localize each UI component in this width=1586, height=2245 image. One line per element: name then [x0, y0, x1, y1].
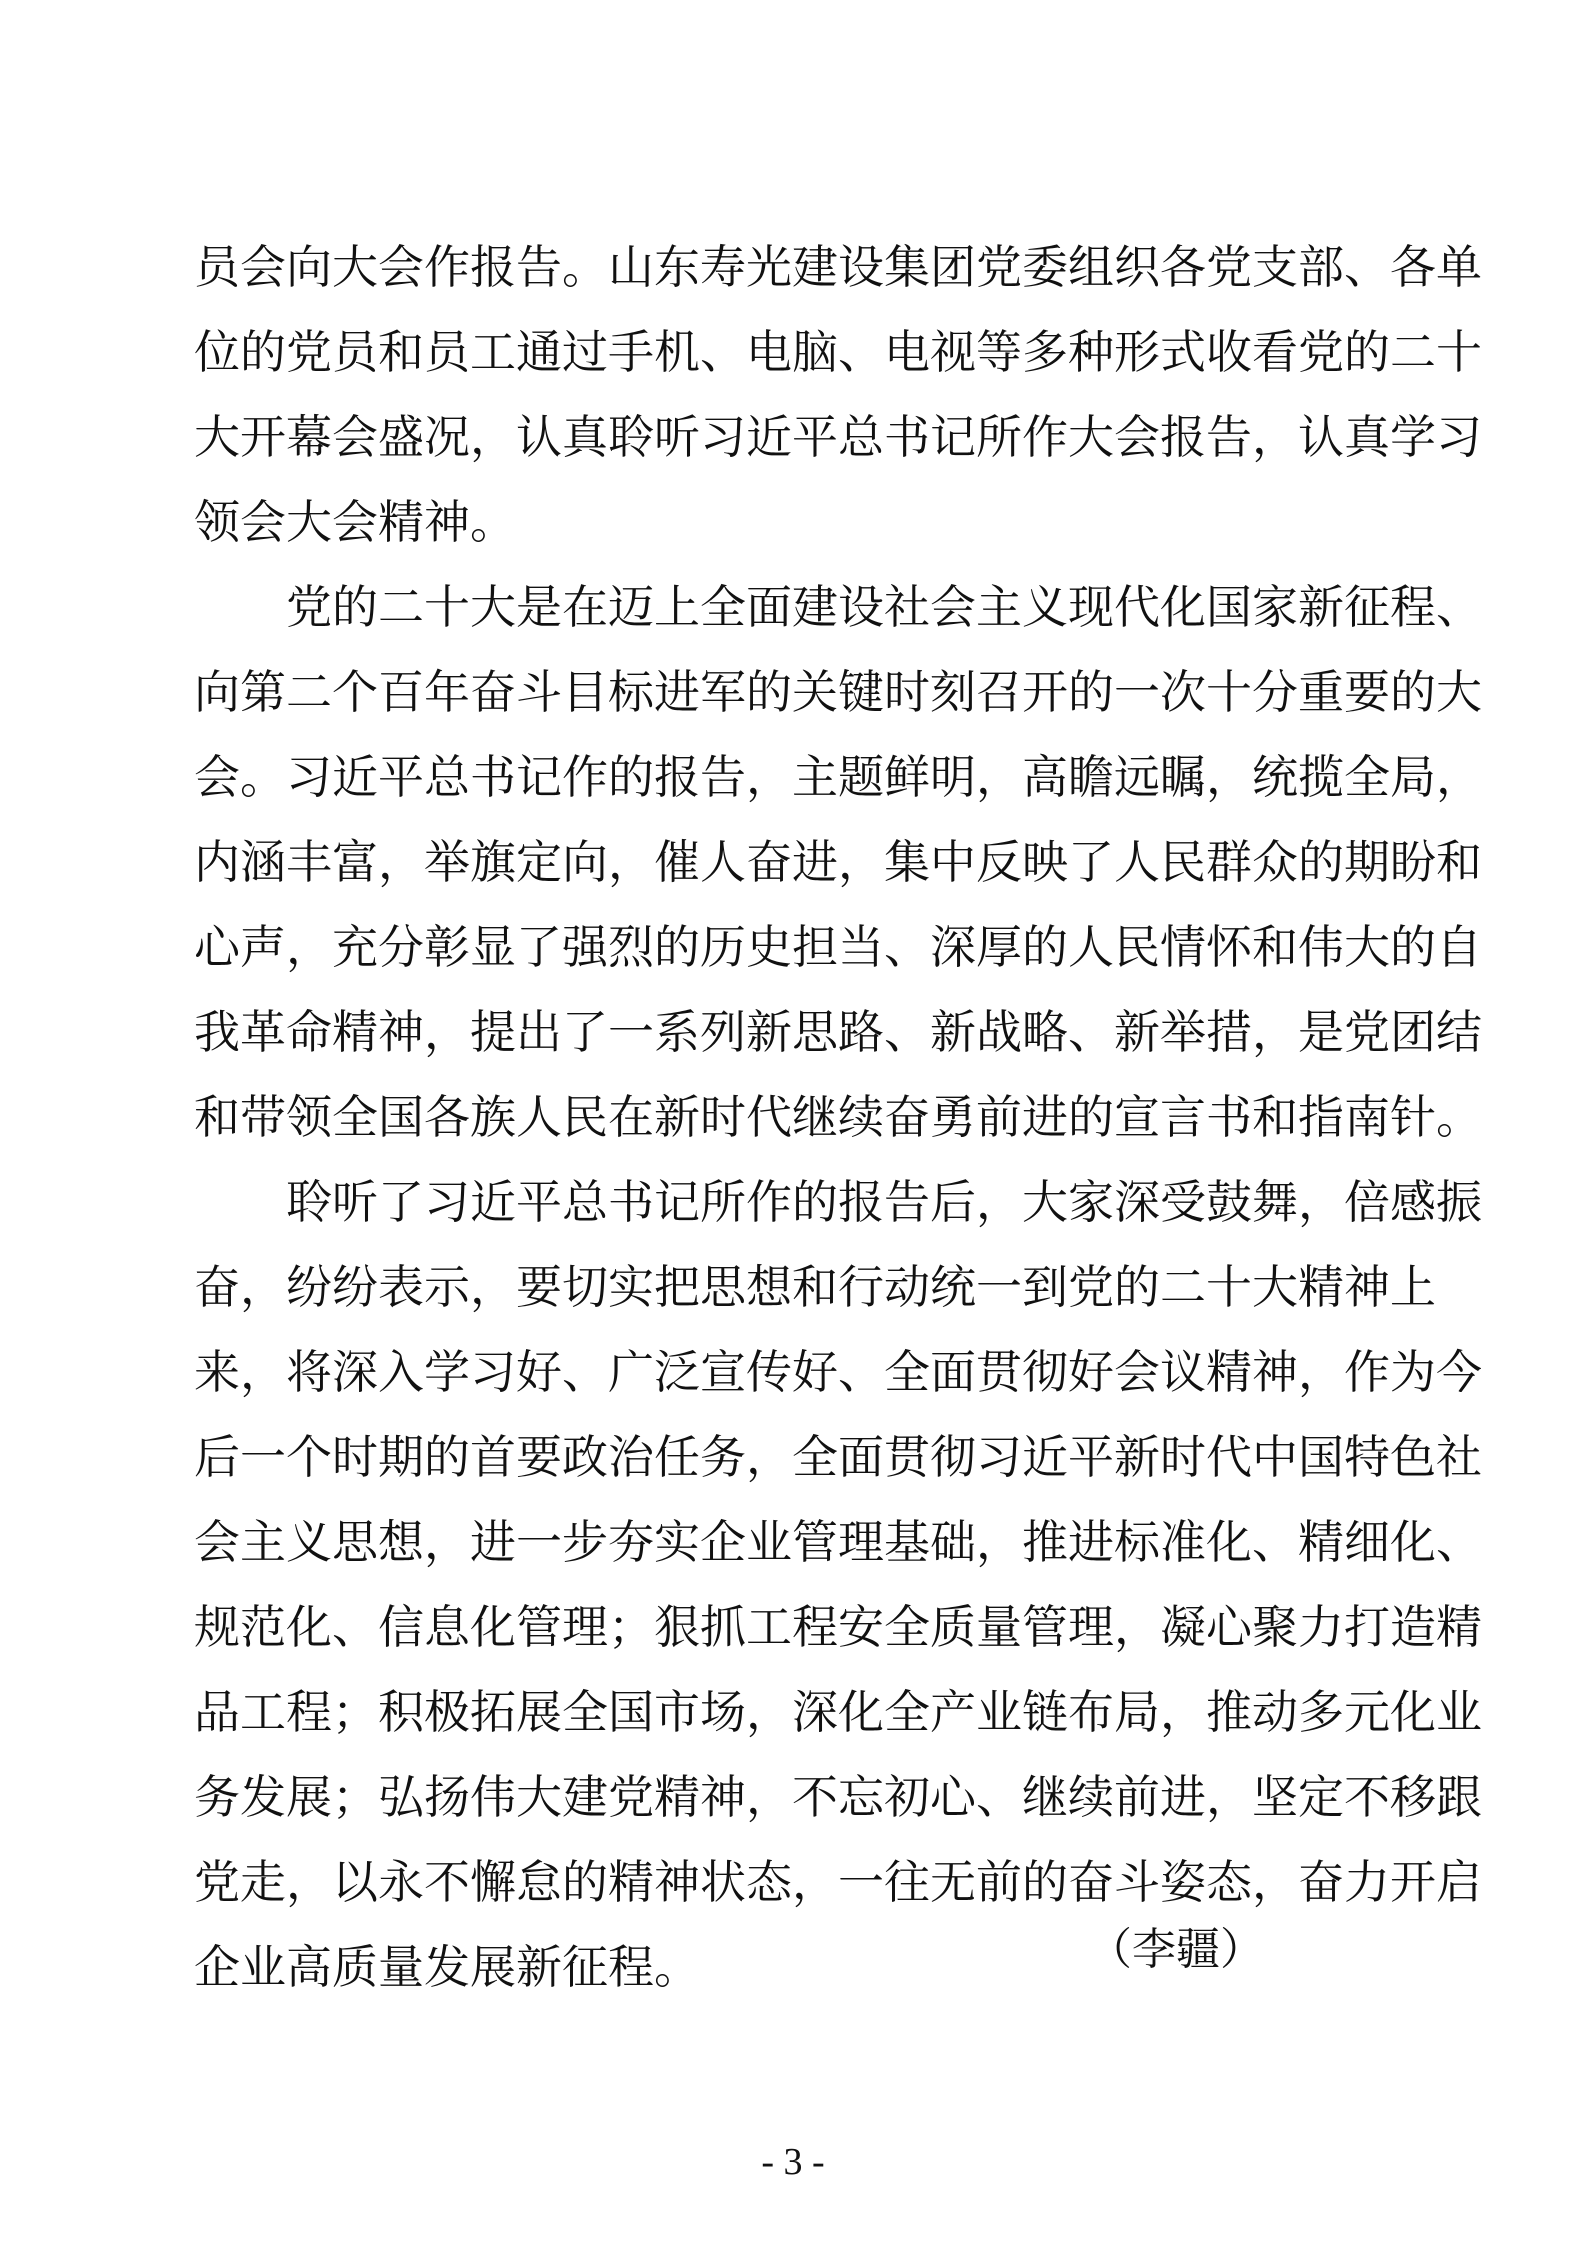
paragraph-3-line-4: 后一个时期的首要政治任务，全面贯彻习近平新时代中国特色社	[194, 1430, 1482, 1484]
paragraph-2-line-2: 向第二个百年奋斗目标进军的关键时刻召开的一次十分重要的大	[194, 665, 1482, 719]
paragraph-1-line-1: 员会向大会作报告。山东寿光建设集团党委组织各党支部、各单	[194, 240, 1482, 294]
paragraph-3-line-1: 聆听了习近平总书记所作的报告后，大家深受鼓舞，倍感振	[286, 1175, 1482, 1229]
paragraph-1-line-4: 领会大会精神。	[194, 495, 516, 549]
paragraph-2-line-1: 党的二十大是在迈上全面建设社会主义现代化国家新征程、	[286, 580, 1482, 634]
paragraph-3-line-5: 会主义思想，进一步夯实企业管理基础，推进标准化、精细化、	[194, 1515, 1482, 1569]
paragraph-3-line-9: 党走，以永不懈怠的精神状态，一往无前的奋斗姿态，奋力开启	[194, 1855, 1482, 1909]
paragraph-2-line-3: 会。习近平总书记作的报告，主题鲜明，高瞻远瞩，统揽全局，	[194, 750, 1482, 804]
body-text	[194, 225, 1482, 2010]
paragraph-3-line-6: 规范化、信息化管理；狠抓工程安全质量管理，凝心聚力打造精	[194, 1600, 1482, 1654]
paragraph-2-line-6: 我革命精神，提出了一系列新思路、新战略、新举措，是党团结	[194, 1005, 1482, 1059]
paragraph-1-line-3: 大开幕会盛况，认真聆听习近平总书记所作大会报告，认真学习	[194, 410, 1482, 464]
paragraph-3-line-10: 企业高质量发展新征程。	[194, 1940, 700, 1994]
paragraph-2-line-7: 和带领全国各族人民在新时代继续奋勇前进的宣言书和指南针。	[194, 1090, 1482, 1144]
paragraph-3-line-8: 务发展；弘扬伟大建党精神，不忘初心、继续前进，坚定不移跟	[194, 1770, 1482, 1824]
paragraph-2-line-5: 心声，充分彰显了强烈的历史担当、深厚的人民情怀和伟大的自	[194, 920, 1482, 974]
paragraph-1-line-2: 位的党员和员工通过手机、电脑、电视等多种形式收看党的二十	[194, 325, 1482, 379]
page-number: - 3 -	[761, 2141, 825, 2183]
paragraph-3-line-2: 奋，纷纷表示，要切实把思想和行动统一到党的二十大精神上	[194, 1260, 1436, 1314]
author-signature: （李疆）	[1088, 1924, 1264, 1975]
paragraph-3-line-7: 品工程；积极拓展全国市场，深化全产业链布局，推动多元化业	[194, 1685, 1482, 1739]
paragraph-2-line-4: 内涵丰富，举旗定向，催人奋进，集中反映了人民群众的期盼和	[194, 835, 1482, 889]
paragraph-3-line-3: 来，将深入学习好、广泛宣传好、全面贯彻好会议精神，作为今	[194, 1345, 1482, 1399]
